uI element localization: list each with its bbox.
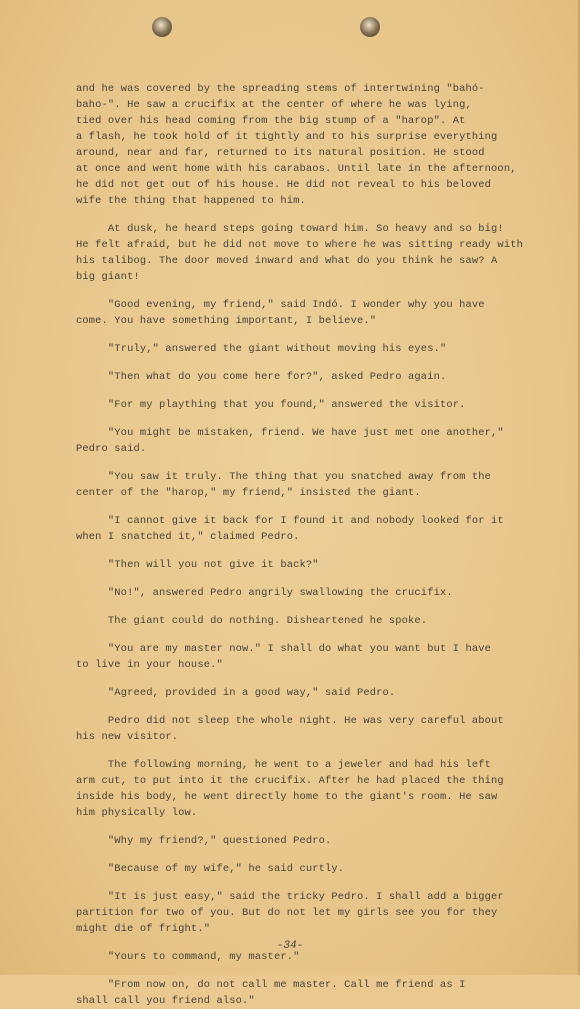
page-number: -34-	[276, 940, 304, 952]
paragraph: "Truly," answered the giant without moving his eyes."	[76, 343, 447, 355]
paragraph: "Agreed, provided in a good way," said Pedro.	[76, 687, 396, 699]
paragraph: "I cannot give it back for I found it and nobody looked for it when I snatched it," claimed Pedro.	[76, 515, 504, 543]
punch-hole-left	[152, 17, 172, 37]
paragraph: "Why my friend?," questioned Pedro.	[76, 835, 332, 847]
paragraph: "Good evening, my friend," said Indó. I wonder why you have come. You have something important, I believe."	[76, 299, 485, 327]
paragraph: "You might be mistaken, friend. We have just met one another," Pedro said.	[76, 427, 504, 455]
paragraph: At dusk, he heard steps going toward him. So heavy and so big! He felt afraid, but he did not move to where he was sitting ready with his talibog. The door moved inward and what do you think he saw? A big giant!	[76, 223, 523, 283]
body-text	[76, 81, 526, 1009]
paragraph: "It is just easy," said the tricky Pedro. I shall add a bigger partition for two of you. But do not let my girls see you for they might die of fright."	[76, 891, 504, 935]
punch-hole-right	[360, 17, 380, 37]
paragraph: and he was covered by the spreading stems of intertwining "bahó- baho-". He saw a crucifix at the center of where he was lying, tied over his head coming from the big stump of a "harop". At a flash, he took hold of it tightly and to his surprise everything around, near and far, returned to its natural position. He stood at once and went home with his carabaos. Until late in the afternoon, he did not get out of his house. He did not reveal to his beloved wife the thing that happened to him.	[76, 83, 517, 207]
paragraph: "Then will you not give it back?"	[76, 559, 319, 571]
paragraph: The giant could do nothing. Disheartened he spoke.	[76, 615, 428, 627]
paragraph: "Then what do you come here for?", asked Pedro again.	[76, 371, 447, 383]
paragraph: "You saw it truly. The thing that you snatched away from the center of the "harop," my friend," insisted the giant.	[76, 471, 492, 499]
paragraph: "For my plaything that you found," answered the visitor.	[76, 399, 466, 411]
paragraph: "You are my master now." I shall do what you want but I have to live in your house."	[76, 643, 492, 671]
paragraph: "From now on, do not call me master. Call me friend as I shall call you friend also."	[76, 979, 466, 1007]
paragraph: The following morning, he went to a jeweler and had his left arm cut, to put into it the crucifix. After he had placed the thing inside his body, he went directly home to the giant's room. He saw him physically low.	[76, 759, 504, 819]
paragraph: "Because of my wife," he said curtly.	[76, 863, 345, 875]
paragraph: "No!", answered Pedro angrily swallowing the crucifix.	[76, 587, 453, 599]
paragraph: "Yours to command, my master."	[76, 951, 300, 963]
paragraph: Pedro did not sleep the whole night. He was very careful about his new visitor.	[76, 715, 504, 743]
